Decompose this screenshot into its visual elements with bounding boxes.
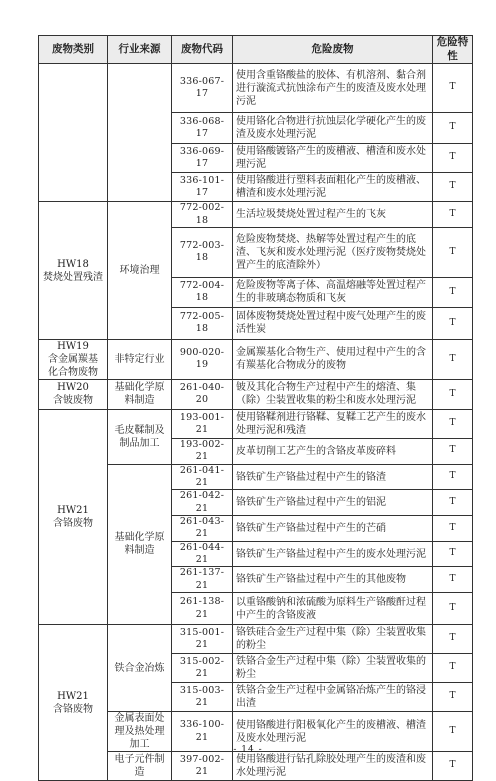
source-basic-chemical: 基础化学原 料制造 <box>108 379 172 409</box>
waste-code: 261-041-21 <box>172 464 233 490</box>
header-row <box>39 36 473 64</box>
waste-description: 危险废物焚烧、热解等处置过程产生的底渣、飞灰和废水处理污泥（医疗废物焚烧处置产生的底渣除外） <box>233 227 433 277</box>
table-row <box>39 339 473 379</box>
waste-code: 261-040-20 <box>172 379 233 409</box>
waste-description: 使用铬化合物进行抗蚀层化学硬化产生的废渣及废水处理污泥 <box>233 113 433 144</box>
waste-code: 772-004-18 <box>172 277 233 307</box>
hazard-property: T <box>433 541 473 567</box>
hazard-property: T <box>433 227 473 277</box>
waste-description: 铬铁矿生产铬盐过程中产生的芒硝 <box>233 516 433 542</box>
hazard-property: T <box>433 464 473 490</box>
source-nonspecific: 非特定行业 <box>108 339 172 379</box>
waste-description: 铬铁矿生产铬盐过程中产生的铬渣 <box>233 464 433 490</box>
waste-description: 皮革切削工艺产生的含铬皮革废碎料 <box>233 438 433 464</box>
hazard-property: T <box>433 625 473 654</box>
table-row <box>39 409 473 438</box>
source-ferroalloy: 铁合金冶炼 <box>108 625 172 712</box>
waste-code: 336-100-21 <box>172 712 233 752</box>
hazard-property: T <box>433 144 473 173</box>
hazardous-waste-table <box>38 35 473 781</box>
hazard-property: T <box>433 173 473 202</box>
waste-description: 铬铁矿生产铬盐过程中产生的废水处理污泥 <box>233 541 433 567</box>
waste-code: 336-069-17 <box>172 144 233 173</box>
table-row <box>39 625 473 654</box>
waste-description: 铍及其化合物生产过程中产生的熔渣、集（除）尘装置收集的粉尘和废水处理污泥 <box>233 379 433 409</box>
waste-description: 固体废物焚烧处置过程中废气处理产生的废活性炭 <box>233 307 433 339</box>
waste-description: 使用铬鞣剂进行铬鞣、复鞣工艺产生的废水处理污泥和残渣 <box>233 409 433 438</box>
waste-description: 金属羰基化合物生产、使用过程中产生的含有羰基化合物成分的废物 <box>233 339 433 379</box>
waste-code: 261-043-21 <box>172 516 233 542</box>
waste-description: 铬铁矿生产铬盐过程中产生的铝泥 <box>233 490 433 516</box>
source-electronic-components: 电子元件制造 <box>108 752 172 781</box>
hazard-property: T <box>433 567 473 593</box>
hazard-property: T <box>433 593 473 625</box>
category-hw20: HW20 含铍废物 <box>39 379 108 409</box>
source-surface-treatment: 金属表面处 理及热处理 加工 <box>108 712 172 752</box>
waste-code: 315-003-21 <box>172 683 233 712</box>
hazard-property: T <box>433 683 473 712</box>
category-cell-continued <box>39 64 108 202</box>
waste-code: 261-042-21 <box>172 490 233 516</box>
category-hw19: HW19 含金属羰基 化合物废物 <box>39 339 108 379</box>
hazard-property: T <box>433 516 473 542</box>
waste-description: 使用铬酸进行阳极氧化产生的废槽液、槽渣及废水处理污泥 <box>233 712 433 752</box>
waste-code: 336-101-17 <box>172 173 233 202</box>
source-cell-continued <box>108 64 172 202</box>
waste-code: 315-002-21 <box>172 654 233 683</box>
waste-description: 铁铬合金生产过程中金属铬冶炼产生的铬浸出渣 <box>233 683 433 712</box>
waste-code: 261-138-21 <box>172 593 233 625</box>
waste-description: 以重铬酸钠和浓硫酸为原料生产铬酸酐过程中产生的含铬废液 <box>233 593 433 625</box>
waste-code: 772-005-18 <box>172 307 233 339</box>
table-row <box>39 64 473 113</box>
header-hazard-property: 危险特性 <box>433 36 473 64</box>
hazard-property: T <box>433 379 473 409</box>
waste-code: 900-020-19 <box>172 339 233 379</box>
hazard-property: T <box>433 202 473 228</box>
waste-description: 生活垃圾焚烧处置过程产生的飞灰 <box>233 202 433 228</box>
waste-code: 336-068-17 <box>172 113 233 144</box>
source-tanning: 毛皮鞣制及 制品加工 <box>108 409 172 464</box>
waste-code: 772-003-18 <box>172 227 233 277</box>
waste-code: 261-044-21 <box>172 541 233 567</box>
hazard-property: T <box>433 409 473 438</box>
waste-description: 危险废物等离子体、高温熔融等处置过程产生的非玻璃态物质和飞灰 <box>233 277 433 307</box>
header-category: 废物类别 <box>39 36 108 64</box>
waste-code: 193-001-21 <box>172 409 233 438</box>
header-waste-code: 废物代码 <box>172 36 233 64</box>
waste-code: 261-137-21 <box>172 567 233 593</box>
waste-description: 使用铬酸镀铬产生的废槽液、槽渣和废水处理污泥 <box>233 144 433 173</box>
hazard-property: T <box>433 64 473 113</box>
table-row <box>39 202 473 228</box>
waste-description: 铬铁矿生产铬盐过程中产生的其他废物 <box>233 567 433 593</box>
waste-description: 铁铬合金生产过程中集（除）尘装置收集的粉尘 <box>233 654 433 683</box>
category-hw18: HW18 焚烧处置残渣 <box>39 202 108 340</box>
hazard-property: T <box>433 307 473 339</box>
table-row <box>39 379 473 409</box>
waste-code: 193-002-21 <box>172 438 233 464</box>
hazard-property: T <box>433 752 473 781</box>
hazard-property: T <box>433 438 473 464</box>
hazard-property: T <box>433 654 473 683</box>
category-hw21: HW21 含铬废物 <box>39 625 108 781</box>
waste-description: 使用含重铬酸盐的胶体、有机溶剂、黏合剂进行漩流式抗蚀涂布产生的废渣及废水处理污泥 <box>233 64 433 113</box>
hazard-property: T <box>433 113 473 144</box>
page-number: - 14 - <box>233 745 263 755</box>
hazard-property: T <box>433 490 473 516</box>
waste-code: 772-002-18 <box>172 202 233 228</box>
waste-code: 336-067-17 <box>172 64 233 113</box>
hazard-property: T <box>433 277 473 307</box>
waste-description: 使用铬酸进行钻孔除胶处理产生的废渣和废水处理污泥 <box>233 752 433 781</box>
header-hazardous-waste: 危险废物 <box>233 36 433 64</box>
source-environment: 环境治理 <box>108 202 172 340</box>
waste-description: 使用铬酸进行塑料表面粗化产生的废槽液、槽渣和废水处理污泥 <box>233 173 433 202</box>
source-basic-chemical: 基础化学原 料制造 <box>108 464 172 624</box>
header-industry-source: 行业来源 <box>108 36 172 64</box>
category-hw21: HW21 含铬废物 <box>39 409 108 624</box>
hazard-property: T <box>433 712 473 752</box>
hazard-property: T <box>433 339 473 379</box>
waste-code: 397-002-21 <box>172 752 233 781</box>
waste-code: 315-001-21 <box>172 625 233 654</box>
waste-description: 铬铁硅合金生产过程中集（除）尘装置收集的粉尘 <box>233 625 433 654</box>
